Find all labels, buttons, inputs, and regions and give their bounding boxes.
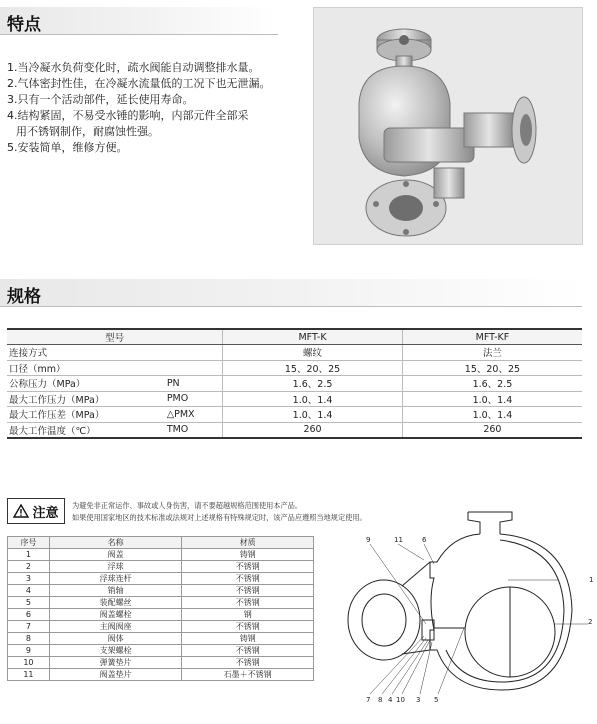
part-no: 9 bbox=[8, 645, 50, 657]
part-no: 3 bbox=[8, 573, 50, 585]
spec-label: 最大工作温度（℃） bbox=[7, 422, 165, 438]
part-no: 7 bbox=[8, 621, 50, 633]
part-name: 阀盖垫片 bbox=[49, 669, 182, 681]
parts-header-name: 名称 bbox=[49, 537, 182, 549]
part-name: 浮球 bbox=[49, 561, 182, 573]
part-material: 不锈钢 bbox=[182, 573, 314, 585]
part-no: 11 bbox=[8, 669, 50, 681]
part-no: 4 bbox=[8, 585, 50, 597]
part-material: 不锈钢 bbox=[182, 561, 314, 573]
spec-value-kf: 1.6、2.5 bbox=[402, 376, 582, 392]
part-name: 装配螺丝 bbox=[49, 597, 182, 609]
product-photo bbox=[313, 7, 583, 245]
callout-label: 6 bbox=[422, 536, 427, 544]
notice-line: 为避免非正常运作、事故或人身伤害，请不要超越规格范围使用本产品。 bbox=[72, 501, 303, 510]
parts-row bbox=[8, 669, 314, 681]
cross-section-diagram bbox=[342, 500, 592, 710]
part-material: 不锈钢 bbox=[182, 585, 314, 597]
features-header-bar bbox=[0, 7, 278, 35]
specs-header-bar bbox=[0, 279, 582, 307]
part-name: 支架螺栓 bbox=[49, 645, 182, 657]
spec-symbol: PMO bbox=[165, 391, 223, 407]
features-title: 特点 bbox=[7, 15, 41, 35]
spec-header-mftkf: MFT-KF bbox=[402, 329, 582, 345]
callout-label: 4 bbox=[388, 696, 393, 704]
callout-label: 11 bbox=[394, 536, 403, 544]
callout-label: 9 bbox=[366, 536, 371, 544]
parts-row bbox=[8, 597, 314, 609]
part-name: 浮球连杆 bbox=[49, 573, 182, 585]
part-no: 10 bbox=[8, 657, 50, 669]
parts-row bbox=[8, 645, 314, 657]
parts-row bbox=[8, 549, 314, 561]
notice-text bbox=[72, 500, 367, 524]
spec-symbol: PN bbox=[165, 376, 223, 392]
warning-triangle-icon bbox=[13, 504, 29, 518]
callout-label: 3 bbox=[416, 696, 421, 704]
spec-value-kf: 1.0、1.4 bbox=[402, 407, 582, 423]
part-no: 5 bbox=[8, 597, 50, 609]
spec-value-k: 螺纹 bbox=[223, 345, 403, 361]
part-no: 1 bbox=[8, 549, 50, 561]
part-material: 铸钢 bbox=[182, 633, 314, 645]
spec-row bbox=[7, 376, 582, 392]
part-material: 不锈钢 bbox=[182, 645, 314, 657]
part-name: 阀体 bbox=[49, 633, 182, 645]
part-material: 不锈钢 bbox=[182, 621, 314, 633]
spec-value-kf: 15、20、25 bbox=[402, 360, 582, 376]
spec-label: 连接方式 bbox=[7, 345, 165, 361]
parts-row bbox=[8, 657, 314, 669]
spec-header-mftk: MFT-K bbox=[223, 329, 403, 345]
feature-item: 1.当冷凝水负荷变化时，疏水阀能自动调整排水量。 bbox=[7, 61, 260, 74]
parts-row bbox=[8, 585, 314, 597]
parts-row bbox=[8, 561, 314, 573]
feature-item: 3.只有一个活动部件，延长使用寿命。 bbox=[7, 93, 194, 106]
part-name: 阀盖 bbox=[49, 549, 182, 561]
notice-line: 如果使用国家地区的技术标准或法规对上述规格有特殊规定时，该产品应遵照当地规定使用。 bbox=[72, 513, 367, 522]
parts-header-row bbox=[8, 537, 314, 549]
spec-label: 最大工作压差（MPa） bbox=[7, 407, 165, 423]
parts-row bbox=[8, 633, 314, 645]
callout-label: 8 bbox=[378, 696, 383, 704]
callout-label: 5 bbox=[434, 696, 439, 704]
parts-header-no: 序号 bbox=[8, 537, 50, 549]
notice-badge bbox=[7, 498, 65, 524]
spec-row bbox=[7, 407, 582, 423]
part-no: 2 bbox=[8, 561, 50, 573]
notice-label: 注意 bbox=[32, 505, 59, 521]
features-list bbox=[7, 60, 299, 156]
spec-row bbox=[7, 345, 582, 361]
feature-item-continued: 用不锈钢制作，耐腐蚀性强。 bbox=[16, 125, 159, 138]
spec-symbol: △PMX bbox=[165, 407, 223, 423]
spec-value-k: 1.0、1.4 bbox=[223, 407, 403, 423]
specs-title: 规格 bbox=[7, 287, 41, 307]
part-no: 6 bbox=[8, 609, 50, 621]
spec-value-k: 15、20、25 bbox=[223, 360, 403, 376]
spec-header-model: 型号 bbox=[7, 329, 223, 345]
steam-trap-illustration bbox=[314, 8, 584, 246]
spec-header-row bbox=[7, 329, 582, 345]
spec-value-kf: 260 bbox=[402, 422, 582, 438]
spec-row bbox=[7, 391, 582, 407]
spec-value-k: 1.0、1.4 bbox=[223, 391, 403, 407]
feature-item: 2.气体密封性佳，在冷凝水流量低的工况下也无泄漏。 bbox=[7, 77, 271, 90]
spec-value-kf: 法兰 bbox=[402, 345, 582, 361]
parts-row bbox=[8, 621, 314, 633]
callout-label: 2 bbox=[588, 618, 593, 626]
parts-row bbox=[8, 609, 314, 621]
spec-row bbox=[7, 422, 582, 438]
part-name: 弹簧垫片 bbox=[49, 657, 182, 669]
part-name: 主阀阀座 bbox=[49, 621, 182, 633]
parts-row bbox=[8, 573, 314, 585]
spec-value-k: 260 bbox=[223, 422, 403, 438]
spec-value-k: 1.6、2.5 bbox=[223, 376, 403, 392]
part-material: 石墨＋不锈钢 bbox=[182, 669, 314, 681]
part-material: 钢 bbox=[182, 609, 314, 621]
part-material: 铸钢 bbox=[182, 549, 314, 561]
spec-symbol bbox=[165, 345, 223, 361]
spec-value-kf: 1.0、1.4 bbox=[402, 391, 582, 407]
spec-label: 最大工作压力（MPa） bbox=[7, 391, 165, 407]
spec-label: 口径（mm） bbox=[7, 360, 165, 376]
callout-label: 7 bbox=[366, 696, 371, 704]
callout-label: 1 bbox=[589, 576, 594, 584]
spec-table bbox=[7, 328, 582, 439]
feature-item: 5.安装简单，维修方便。 bbox=[7, 141, 128, 154]
spec-row bbox=[7, 360, 582, 376]
part-material: 不锈钢 bbox=[182, 597, 314, 609]
parts-header-material: 材质 bbox=[182, 537, 314, 549]
callout-label: 10 bbox=[396, 696, 405, 704]
feature-item: 4.结构紧固，不易受水锤的影响，内部元件全部采 bbox=[7, 109, 249, 122]
part-material: 不锈钢 bbox=[182, 657, 314, 669]
part-no: 8 bbox=[8, 633, 50, 645]
part-name: 阀盖螺栓 bbox=[49, 609, 182, 621]
parts-table bbox=[7, 536, 314, 681]
spec-symbol bbox=[165, 360, 223, 376]
part-name: 销轴 bbox=[49, 585, 182, 597]
spec-label: 公称压力（MPa） bbox=[7, 376, 165, 392]
spec-symbol: TMO bbox=[165, 422, 223, 438]
